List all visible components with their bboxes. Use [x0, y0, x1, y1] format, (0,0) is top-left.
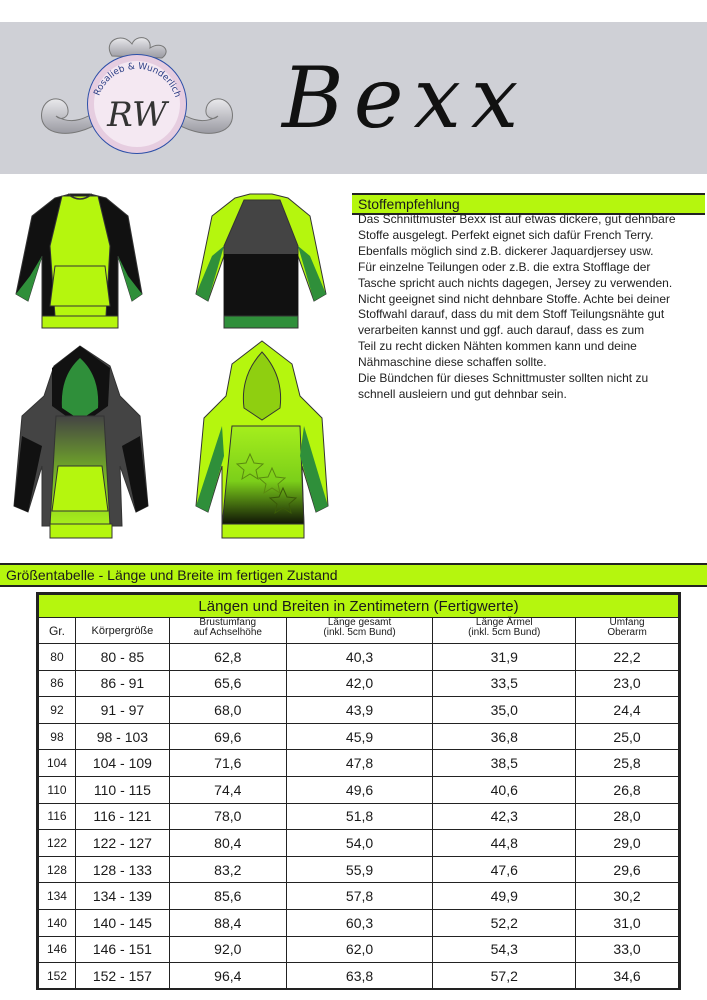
- cell-upper-arm: 26,8: [576, 776, 679, 803]
- cell-body-height: 146 - 151: [75, 936, 169, 963]
- cell-chest: 96,4: [169, 963, 286, 990]
- cell-total-length: 57,8: [286, 883, 433, 910]
- cell-upper-arm: 23,0: [576, 670, 679, 697]
- text-line: verarbeiten kannst und ggf. auch darauf, dass es zum: [358, 323, 645, 338]
- cell-total-length: 62,0: [286, 936, 433, 963]
- cell-size: 104: [39, 750, 76, 777]
- cell-chest: 88,4: [169, 909, 286, 936]
- table-row: [39, 750, 679, 777]
- cell-sleeve-length: 57,2: [433, 963, 576, 990]
- cell-size: 86: [39, 670, 76, 697]
- text-line: Die Bündchen für dieses Schnittmuster sollten nicht zu: [358, 371, 649, 386]
- text-line: Für einzelne Teilungen oder z.B. die extra Stofflage der: [358, 259, 651, 274]
- table-row: [39, 803, 679, 830]
- cell-sleeve-length: 35,0: [433, 697, 576, 724]
- cell-size: 98: [39, 723, 76, 750]
- header-line: (inkl. 5cm Bund): [468, 627, 541, 638]
- cell-upper-arm: 24,4: [576, 697, 679, 724]
- table-row: [39, 776, 679, 803]
- cell-body-height: 98 - 103: [75, 723, 169, 750]
- cell-total-length: 43,9: [286, 697, 433, 724]
- cell-chest: 92,0: [169, 936, 286, 963]
- cell-sleeve-length: 49,9: [433, 883, 576, 910]
- cell-sleeve-length: 38,5: [433, 750, 576, 777]
- cell-body-height: 110 - 115: [75, 776, 169, 803]
- header-line: auf Achselhöhe: [193, 627, 262, 638]
- header-line: (inkl. 5cm Bund): [323, 627, 396, 638]
- cell-body-height: 86 - 91: [75, 670, 169, 697]
- cell-sleeve-length: 42,3: [433, 803, 576, 830]
- cell-total-length: 42,0: [286, 670, 433, 697]
- table-row: [39, 723, 679, 750]
- cell-sleeve-length: 47,6: [433, 856, 576, 883]
- header-line: Umfang: [609, 617, 645, 628]
- cell-total-length: 54,0: [286, 830, 433, 857]
- fabric-recommendation-heading: Stoffempfehlung: [352, 193, 705, 215]
- column-header-sleeve-length: [433, 618, 576, 644]
- logo-ring-text: Rosalieb & Wunderlich: [92, 61, 183, 99]
- column-header-total-length: [286, 618, 433, 644]
- column-header-body-height: Körpergröße: [75, 618, 169, 644]
- cell-total-length: 63,8: [286, 963, 433, 990]
- cell-size: 140: [39, 909, 76, 936]
- cell-body-height: 80 - 85: [75, 644, 169, 671]
- cell-size: 116: [39, 803, 76, 830]
- cell-size: 128: [39, 856, 76, 883]
- cell-chest: 85,6: [169, 883, 286, 910]
- table-row: [39, 830, 679, 857]
- cell-size: 92: [39, 697, 76, 724]
- cell-total-length: 51,8: [286, 803, 433, 830]
- header-line: Brustumfang: [199, 617, 257, 628]
- text-line: Nähmaschine diese schaffen sollte.: [358, 355, 547, 370]
- cell-body-height: 134 - 139: [75, 883, 169, 910]
- cell-total-length: 49,6: [286, 776, 433, 803]
- cell-chest: 78,0: [169, 803, 286, 830]
- cell-body-height: 128 - 133: [75, 856, 169, 883]
- cell-upper-arm: 25,8: [576, 750, 679, 777]
- cell-total-length: 47,8: [286, 750, 433, 777]
- cell-size: 122: [39, 830, 76, 857]
- cell-sleeve-length: 36,8: [433, 723, 576, 750]
- cell-chest: 69,6: [169, 723, 286, 750]
- size-table: [38, 594, 679, 990]
- cell-body-height: 104 - 109: [75, 750, 169, 777]
- table-row: [39, 644, 679, 671]
- hoodie-stars-illustration: [196, 341, 328, 538]
- cell-total-length: 45,9: [286, 723, 433, 750]
- cell-upper-arm: 29,0: [576, 830, 679, 857]
- logo-monogram: RW: [107, 95, 167, 135]
- cell-size: 110: [39, 776, 76, 803]
- cell-upper-arm: 34,6: [576, 963, 679, 990]
- table-row: [39, 883, 679, 910]
- cell-size: 146: [39, 936, 76, 963]
- cell-sleeve-length: 33,5: [433, 670, 576, 697]
- size-table-frame: [36, 592, 681, 990]
- cell-total-length: 60,3: [286, 909, 433, 936]
- text-line: Nicht geeignet sind nicht dehnbare Stoffe. Achte bei deiner: [358, 291, 670, 306]
- cell-size: 80: [39, 644, 76, 671]
- header-line: Länge gesamt: [327, 617, 392, 628]
- table-row: [39, 963, 679, 990]
- column-header-upper-arm: [576, 618, 679, 644]
- table-row: [39, 697, 679, 724]
- table-row: [39, 936, 679, 963]
- text-line: Teil zu recht dicken Nähten kommen kann und deine: [358, 339, 637, 354]
- cell-sleeve-length: 40,6: [433, 776, 576, 803]
- text-line: Das Schnittmuster Bexx ist auf etwas dickere, gut dehnbare: [358, 212, 676, 226]
- column-header-chest: [169, 618, 286, 644]
- cell-chest: 62,8: [169, 644, 286, 671]
- text-line: schnell ausleiern und gut dehnbar sein.: [358, 386, 567, 401]
- cell-upper-arm: 33,0: [576, 936, 679, 963]
- cell-chest: 71,6: [169, 750, 286, 777]
- cell-body-height: 91 - 97: [75, 697, 169, 724]
- cell-total-length: 40,3: [286, 644, 433, 671]
- cell-chest: 83,2: [169, 856, 286, 883]
- text-line: Tasche spricht auch nichts dagegen, Jersey zu verwenden.: [358, 275, 673, 290]
- cell-sleeve-length: 52,2: [433, 909, 576, 936]
- column-header-size: Gr.: [39, 618, 76, 644]
- cell-upper-arm: 29,6: [576, 856, 679, 883]
- size-table-heading-text: Größentabelle - Länge und Breite im fertigen Zustand: [6, 567, 338, 583]
- cell-upper-arm: 28,0: [576, 803, 679, 830]
- text-line: Ebenfalls möglich sind z.B. dickerer Jaquardjersey usw.: [358, 243, 654, 258]
- table-row: [39, 909, 679, 936]
- table-row: [39, 670, 679, 697]
- cell-total-length: 55,9: [286, 856, 433, 883]
- cell-body-height: 152 - 157: [75, 963, 169, 990]
- cell-size: 152: [39, 963, 76, 990]
- cell-sleeve-length: 44,8: [433, 830, 576, 857]
- brand-logo: [32, 26, 242, 166]
- sweater-front-illustration: [16, 194, 142, 328]
- cell-sleeve-length: 31,9: [433, 644, 576, 671]
- cell-sleeve-length: 54,3: [433, 936, 576, 963]
- fabric-recommendation-text: [358, 212, 698, 403]
- cell-chest: 65,6: [169, 670, 286, 697]
- pattern-title: Bexx: [282, 49, 529, 147]
- cell-upper-arm: 22,2: [576, 644, 679, 671]
- cell-body-height: 122 - 127: [75, 830, 169, 857]
- hoodie-dark-illustration: [14, 346, 148, 538]
- size-table-caption: Längen und Breiten in Zentimetern (Fertigwerte): [39, 595, 679, 618]
- cell-upper-arm: 25,0: [576, 723, 679, 750]
- cell-body-height: 140 - 145: [75, 909, 169, 936]
- cell-upper-arm: 30,2: [576, 883, 679, 910]
- cell-upper-arm: 31,0: [576, 909, 679, 936]
- cell-chest: 74,4: [169, 776, 286, 803]
- header-line: Oberarm: [607, 627, 647, 638]
- header-line: Länge Ärmel: [475, 617, 533, 628]
- text-line: Stoffwahl darauf, dass du mit dem Stoff Teilungsnähte gut: [358, 307, 665, 322]
- cell-size: 134: [39, 883, 76, 910]
- cell-chest: 80,4: [169, 830, 286, 857]
- text-line: Stoffe ausgelegt. Perfekt eignet sich dafür French Terry.: [358, 227, 654, 242]
- garment-illustrations: [0, 186, 350, 556]
- sweater-back-illustration: [196, 194, 326, 328]
- cell-chest: 68,0: [169, 697, 286, 724]
- cell-body-height: 116 - 121: [75, 803, 169, 830]
- size-table-heading: [0, 563, 707, 587]
- table-row: [39, 856, 679, 883]
